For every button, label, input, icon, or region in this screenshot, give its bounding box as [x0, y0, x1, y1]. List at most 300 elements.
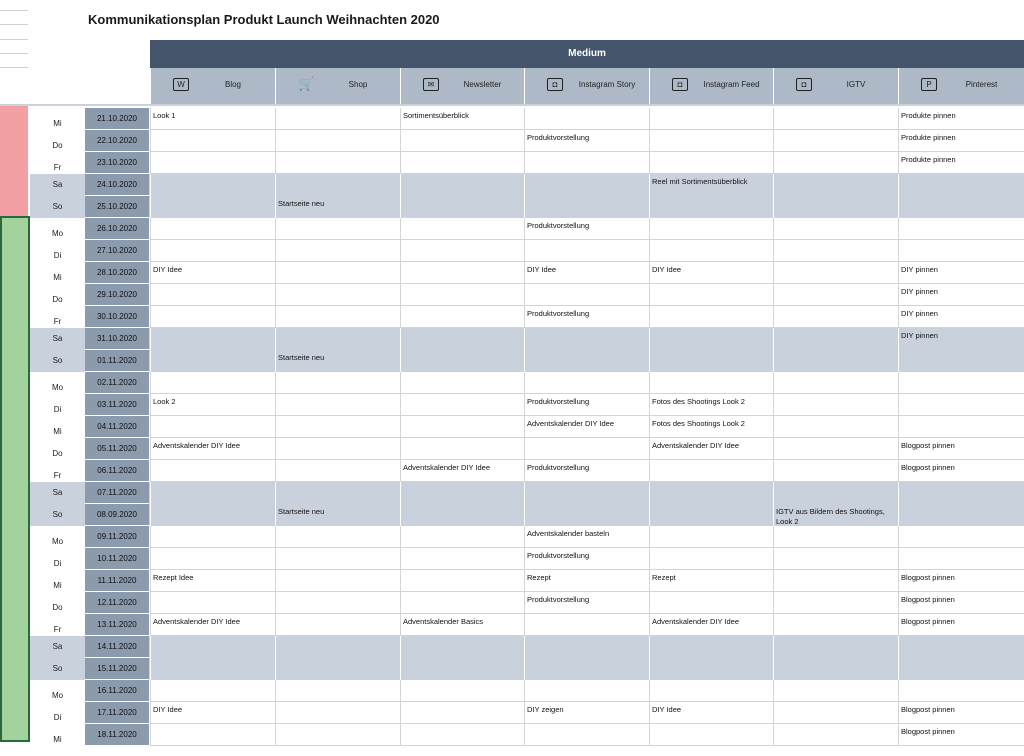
plan-cell[interactable]: [898, 350, 1024, 372]
plan-cell[interactable]: [275, 372, 400, 394]
table-row: [30, 262, 1024, 284]
plan-cell[interactable]: [898, 504, 1024, 526]
plan-cell[interactable]: [400, 284, 524, 306]
plan-cell[interactable]: Blogpost pinnen: [898, 702, 1024, 724]
plan-cell[interactable]: [400, 130, 524, 152]
channel-header-2[interactable]: [400, 68, 524, 104]
plan-cell[interactable]: [649, 240, 773, 262]
plan-cell[interactable]: Adventskalender DIY Idee: [150, 614, 275, 636]
plan-cell[interactable]: [773, 614, 898, 636]
plan-cell[interactable]: [400, 350, 524, 372]
weekday-cell: So: [52, 202, 63, 211]
weekday-cell: Fr: [53, 163, 62, 172]
plan-cell[interactable]: [524, 240, 649, 262]
plan-cell[interactable]: [150, 526, 275, 548]
row-gutter: [0, 0, 28, 68]
plan-cell[interactable]: [150, 372, 275, 394]
plan-cell[interactable]: [649, 152, 773, 174]
weekday-cell: Sa: [52, 642, 63, 651]
date-cell[interactable]: 28.10.2020: [85, 262, 149, 284]
plan-cell[interactable]: Produkte pinnen: [898, 108, 1024, 130]
plan-cell[interactable]: DIY pinnen: [898, 328, 1024, 350]
plan-cell[interactable]: [773, 372, 898, 394]
plan-cell[interactable]: [649, 306, 773, 328]
weekday-cell: Mo: [51, 229, 64, 238]
plan-cell[interactable]: [400, 196, 524, 218]
plan-cell[interactable]: [898, 196, 1024, 218]
plan-cell[interactable]: Startseite neu: [275, 350, 400, 372]
plan-cell[interactable]: [773, 174, 898, 196]
date-cell[interactable]: 31.10.2020: [85, 328, 149, 350]
plan-cell[interactable]: [150, 328, 275, 350]
plan-cell[interactable]: [400, 240, 524, 262]
plan-cell[interactable]: Fotos des Shootings Look 2: [649, 394, 773, 416]
channel-header-3[interactable]: [524, 68, 649, 104]
plan-cell[interactable]: [150, 240, 275, 262]
plan-cell[interactable]: [150, 284, 275, 306]
plan-cell[interactable]: [773, 130, 898, 152]
plan-cell[interactable]: [773, 482, 898, 504]
plan-cell[interactable]: [150, 350, 275, 372]
channel-label: IGTV: [846, 80, 866, 89]
plan-cell[interactable]: [524, 372, 649, 394]
plan-cell[interactable]: [400, 152, 524, 174]
plan-cell[interactable]: DIY Idee: [649, 702, 773, 724]
plan-cell[interactable]: DIY pinnen: [898, 306, 1024, 328]
plan-cell[interactable]: [773, 592, 898, 614]
plan-cell[interactable]: Adventskalender DIY Idee: [649, 438, 773, 460]
table-row: [30, 240, 1024, 262]
plan-cell[interactable]: [400, 438, 524, 460]
table-row: [30, 504, 1024, 526]
period-marker-green[interactable]: [0, 216, 30, 742]
plan-cell[interactable]: [400, 218, 524, 240]
plan-cell[interactable]: [524, 636, 649, 658]
plan-cell[interactable]: DIY Idee: [524, 262, 649, 284]
plan-cell[interactable]: Adventskalender Basics: [400, 614, 524, 636]
plan-cell[interactable]: [524, 174, 649, 196]
plan-cell[interactable]: [400, 680, 524, 702]
plan-cell[interactable]: [400, 416, 524, 438]
date-cell[interactable]: 24.10.2020: [85, 174, 149, 196]
plan-cell[interactable]: [898, 636, 1024, 658]
plan-cell[interactable]: [649, 482, 773, 504]
plan-cell[interactable]: [773, 724, 898, 746]
plan-cell[interactable]: [275, 152, 400, 174]
plan-cell[interactable]: [275, 174, 400, 196]
date-cell[interactable]: 14.11.2020: [85, 636, 149, 658]
weekday-cell: Di: [53, 713, 62, 722]
plan-cell[interactable]: [773, 306, 898, 328]
plan-cell[interactable]: [649, 504, 773, 526]
plan-cell[interactable]: [275, 306, 400, 328]
plan-cell[interactable]: [150, 196, 275, 218]
plan-cell[interactable]: [773, 702, 898, 724]
table-row: [30, 702, 1024, 724]
date-cell[interactable]: 17.11.2020: [85, 702, 149, 724]
plan-cell[interactable]: [898, 658, 1024, 680]
date-cell[interactable]: 03.11.2020: [85, 394, 149, 416]
plan-cell[interactable]: [773, 460, 898, 482]
plan-cell[interactable]: [524, 284, 649, 306]
plan-cell[interactable]: DIY zeigen: [524, 702, 649, 724]
date-cell[interactable]: 05.11.2020: [85, 438, 149, 460]
plan-cell[interactable]: Adventskalender basteln: [524, 526, 649, 548]
plan-cell[interactable]: [400, 724, 524, 746]
plan-cell[interactable]: [649, 658, 773, 680]
plan-cell[interactable]: [649, 350, 773, 372]
period-marker-red: [0, 106, 28, 216]
plan-cell[interactable]: [400, 548, 524, 570]
plan-cell[interactable]: Sortimentsüberblick: [400, 108, 524, 130]
plan-cell[interactable]: Rezept: [524, 570, 649, 592]
instagram-icon: ◘: [672, 78, 688, 91]
plan-cell[interactable]: [649, 526, 773, 548]
table-row: [30, 328, 1024, 350]
table-row: [30, 614, 1024, 636]
plan-cell[interactable]: [275, 548, 400, 570]
plan-cell[interactable]: DIY Idee: [649, 262, 773, 284]
plan-cell[interactable]: [524, 614, 649, 636]
plan-cell[interactable]: [649, 460, 773, 482]
plan-cell[interactable]: Produktvorstellung: [524, 548, 649, 570]
plan-cell[interactable]: [649, 372, 773, 394]
weekday-cell: Mi: [53, 427, 62, 436]
plan-cell[interactable]: [400, 702, 524, 724]
date-cell[interactable]: 06.11.2020: [85, 460, 149, 482]
plan-cell[interactable]: [150, 306, 275, 328]
plan-cell[interactable]: [150, 416, 275, 438]
plan-cell[interactable]: [150, 218, 275, 240]
plan-cell[interactable]: [773, 394, 898, 416]
plan-cell[interactable]: [649, 724, 773, 746]
plan-cell[interactable]: Rezept: [649, 570, 773, 592]
weekday-cell: Mo: [51, 383, 64, 392]
weekday-cell: Mi: [53, 735, 62, 744]
plan-cell[interactable]: [400, 504, 524, 526]
plan-cell[interactable]: Rezept Idee: [150, 570, 275, 592]
table-row: [30, 438, 1024, 460]
table-row: [30, 460, 1024, 482]
date-cell[interactable]: 12.11.2020: [85, 592, 149, 614]
plan-cell[interactable]: [275, 284, 400, 306]
date-cell[interactable]: 07.11.2020: [85, 482, 149, 504]
date-cell[interactable]: 21.10.2020: [85, 108, 149, 130]
plan-cell[interactable]: [275, 592, 400, 614]
table-row: [30, 526, 1024, 548]
plan-cell[interactable]: [773, 526, 898, 548]
plan-cell[interactable]: [649, 680, 773, 702]
plan-cell[interactable]: [275, 482, 400, 504]
table-row: [30, 636, 1024, 658]
weekday-cell: Fr: [53, 625, 62, 634]
plan-cell[interactable]: [898, 218, 1024, 240]
plan-cell[interactable]: Startseite neu: [275, 504, 400, 526]
plan-cell[interactable]: [649, 196, 773, 218]
date-cell[interactable]: 02.11.2020: [85, 372, 149, 394]
channel-header-0[interactable]: [150, 68, 275, 104]
channel-header-1[interactable]: [275, 68, 400, 104]
plan-cell[interactable]: [150, 152, 275, 174]
plan-cell[interactable]: [275, 702, 400, 724]
cart-icon: 🛒: [298, 76, 315, 91]
plan-cell[interactable]: Adventskalender DIY Idee: [400, 460, 524, 482]
plan-cell[interactable]: [898, 548, 1024, 570]
plan-cell[interactable]: [524, 504, 649, 526]
weekday-cell: Sa: [52, 334, 63, 343]
plan-cell[interactable]: [773, 680, 898, 702]
plan-cell[interactable]: [524, 350, 649, 372]
plan-cell[interactable]: [150, 482, 275, 504]
plan-cell[interactable]: [400, 372, 524, 394]
table-row: [30, 724, 1024, 746]
table-row: [30, 108, 1024, 130]
igtv-icon: ◘: [796, 78, 812, 91]
plan-cell[interactable]: [773, 328, 898, 350]
plan-cell[interactable]: [275, 394, 400, 416]
weekday-cell: Mi: [53, 581, 62, 590]
plan-cell[interactable]: [275, 262, 400, 284]
channel-label: Instagram Story: [578, 80, 636, 89]
plan-cell[interactable]: [898, 174, 1024, 196]
date-cell[interactable]: 30.10.2020: [85, 306, 149, 328]
plan-cell[interactable]: [400, 328, 524, 350]
table-row: [30, 152, 1024, 174]
plan-cell[interactable]: [898, 372, 1024, 394]
weekday-cell: Fr: [53, 471, 62, 480]
plan-cell[interactable]: [150, 658, 275, 680]
table-row: [30, 130, 1024, 152]
plan-cell[interactable]: [275, 526, 400, 548]
plan-cell[interactable]: [524, 108, 649, 130]
weekday-cell: Do: [52, 603, 63, 612]
date-cell[interactable]: 11.11.2020: [85, 570, 149, 592]
channel-label: Shop: [348, 80, 368, 89]
table-row: [30, 306, 1024, 328]
channel-label: Instagram Feed: [703, 80, 760, 89]
plan-cell[interactable]: [649, 284, 773, 306]
table-row: [30, 482, 1024, 504]
plan-cell[interactable]: [150, 680, 275, 702]
plan-cell[interactable]: [400, 262, 524, 284]
plan-cell[interactable]: [275, 680, 400, 702]
date-cell[interactable]: 23.10.2020: [85, 152, 149, 174]
plan-cell[interactable]: [400, 526, 524, 548]
plan-cell[interactable]: [524, 196, 649, 218]
plan-cell[interactable]: [649, 592, 773, 614]
plan-cell[interactable]: DIY pinnen: [898, 262, 1024, 284]
weekday-cell: Di: [53, 559, 62, 568]
plan-cell[interactable]: [773, 570, 898, 592]
weekday-cell: Mo: [51, 537, 64, 546]
plan-cell[interactable]: [773, 658, 898, 680]
plan-cell[interactable]: [275, 108, 400, 130]
plan-cell[interactable]: [524, 658, 649, 680]
weekday-cell: Mi: [53, 119, 62, 128]
weekday-cell: So: [52, 510, 63, 519]
plan-cell[interactable]: Produkte pinnen: [898, 152, 1024, 174]
plan-cell[interactable]: [275, 416, 400, 438]
plan-cell[interactable]: Reel mit Sortimentsüberblick: [649, 174, 773, 196]
date-cell[interactable]: 13.11.2020: [85, 614, 149, 636]
plan-cell[interactable]: Produktvorstellung: [524, 218, 649, 240]
date-cell[interactable]: 29.10.2020: [85, 284, 149, 306]
plan-cell[interactable]: [773, 284, 898, 306]
plan-cell[interactable]: [773, 350, 898, 372]
plan-cell[interactable]: [400, 570, 524, 592]
plan-cell[interactable]: [275, 570, 400, 592]
plan-cell[interactable]: [524, 328, 649, 350]
instagram-icon: ◘: [547, 78, 563, 91]
plan-cell[interactable]: Blogpost pinnen: [898, 614, 1024, 636]
date-cell[interactable]: 09.11.2020: [85, 526, 149, 548]
plan-cell[interactable]: Produktvorstellung: [524, 394, 649, 416]
plan-cell[interactable]: [150, 636, 275, 658]
plan-cell[interactable]: [898, 416, 1024, 438]
date-cell[interactable]: 01.11.2020: [85, 350, 149, 372]
date-cell[interactable]: 15.11.2020: [85, 658, 149, 680]
date-cell[interactable]: 25.10.2020: [85, 196, 149, 218]
channel-header-6[interactable]: [898, 68, 1024, 104]
date-cell[interactable]: 27.10.2020: [85, 240, 149, 262]
plan-cell[interactable]: [400, 394, 524, 416]
channel-header-4[interactable]: [649, 68, 773, 104]
table-row: [30, 394, 1024, 416]
plan-cell[interactable]: [275, 130, 400, 152]
plan-cell[interactable]: Adventskalender DIY Idee: [649, 614, 773, 636]
plan-cell[interactable]: [150, 460, 275, 482]
plan-cell[interactable]: [275, 218, 400, 240]
plan-cell[interactable]: [898, 680, 1024, 702]
table-row: [30, 570, 1024, 592]
plan-cell[interactable]: [400, 482, 524, 504]
plan-cell[interactable]: Blogpost pinnen: [898, 592, 1024, 614]
channel-header-5[interactable]: [773, 68, 898, 104]
plan-cell[interactable]: [400, 658, 524, 680]
page-title: Kommunikationsplan Produkt Launch Weihnachten 2020: [88, 12, 440, 27]
plan-cell[interactable]: DIY pinnen: [898, 284, 1024, 306]
date-cell[interactable]: 18.11.2020: [85, 724, 149, 746]
plan-cell[interactable]: [773, 548, 898, 570]
plan-cell[interactable]: [275, 438, 400, 460]
plan-cell[interactable]: [275, 614, 400, 636]
table-row: [30, 284, 1024, 306]
plan-cell[interactable]: Produktvorstellung: [524, 130, 649, 152]
plan-cell[interactable]: [150, 174, 275, 196]
plan-cell[interactable]: Adventskalender DIY Idee: [150, 438, 275, 460]
plan-cell[interactable]: [150, 548, 275, 570]
plan-cell[interactable]: [400, 306, 524, 328]
plan-cell[interactable]: [524, 680, 649, 702]
plan-cell[interactable]: [773, 152, 898, 174]
plan-cell[interactable]: [898, 240, 1024, 262]
plan-cell[interactable]: Blogpost pinnen: [898, 460, 1024, 482]
plan-cell[interactable]: DIY Idee: [150, 702, 275, 724]
plan-cell[interactable]: [649, 218, 773, 240]
plan-cell[interactable]: [773, 196, 898, 218]
plan-cell[interactable]: [275, 460, 400, 482]
plan-cell[interactable]: Startseite neu: [275, 196, 400, 218]
plan-cell[interactable]: [773, 240, 898, 262]
plan-cell[interactable]: [649, 130, 773, 152]
plan-cell[interactable]: [275, 724, 400, 746]
weekday-cell: So: [52, 664, 63, 673]
plan-cell[interactable]: [400, 592, 524, 614]
plan-cell[interactable]: [150, 724, 275, 746]
plan-cell[interactable]: [898, 482, 1024, 504]
plan-cell[interactable]: Look 1: [150, 108, 275, 130]
plan-cell[interactable]: [649, 548, 773, 570]
date-cell[interactable]: 08.09.2020: [85, 504, 149, 526]
plan-cell[interactable]: DIY Idee: [150, 262, 275, 284]
plan-cell[interactable]: [898, 526, 1024, 548]
plan-cell[interactable]: [150, 504, 275, 526]
plan-cell[interactable]: [524, 152, 649, 174]
table-row: [30, 680, 1024, 702]
plan-cell[interactable]: Adventskalender DIY Idee: [524, 416, 649, 438]
plan-cell[interactable]: [275, 658, 400, 680]
plan-cell[interactable]: [275, 240, 400, 262]
plan-cell[interactable]: [773, 108, 898, 130]
date-cell[interactable]: 26.10.2020: [85, 218, 149, 240]
wordpress-icon: W: [173, 78, 189, 91]
plan-cell[interactable]: [649, 108, 773, 130]
weekday-cell: Sa: [52, 488, 63, 497]
plan-cell[interactable]: IGTV aus Bildern des Shootings, Look 2: [773, 504, 898, 526]
date-cell[interactable]: 04.11.2020: [85, 416, 149, 438]
plan-cell[interactable]: [275, 636, 400, 658]
channel-label: Pinterest: [965, 80, 998, 89]
date-cell[interactable]: 16.11.2020: [85, 680, 149, 702]
plan-cell[interactable]: [649, 636, 773, 658]
plan-cell[interactable]: [773, 636, 898, 658]
plan-cell[interactable]: [773, 218, 898, 240]
plan-cell[interactable]: [773, 416, 898, 438]
plan-cell[interactable]: Look 2: [150, 394, 275, 416]
plan-cell[interactable]: Produktvorstellung: [524, 592, 649, 614]
plan-cell[interactable]: [150, 592, 275, 614]
plan-cell[interactable]: [275, 328, 400, 350]
date-cell[interactable]: 10.11.2020: [85, 548, 149, 570]
table-row: [30, 350, 1024, 372]
table-row: [30, 174, 1024, 196]
plan-cell[interactable]: Fotos des Shootings Look 2: [649, 416, 773, 438]
plan-cell[interactable]: Produktvorstellung: [524, 460, 649, 482]
plan-cell[interactable]: [649, 328, 773, 350]
plan-cell[interactable]: [150, 130, 275, 152]
plan-cell[interactable]: [400, 636, 524, 658]
plan-cell[interactable]: Blogpost pinnen: [898, 570, 1024, 592]
plan-cell[interactable]: Blogpost pinnen: [898, 438, 1024, 460]
date-cell[interactable]: 22.10.2020: [85, 130, 149, 152]
plan-cell[interactable]: Produkte pinnen: [898, 130, 1024, 152]
plan-cell[interactable]: [524, 482, 649, 504]
plan-cell[interactable]: [898, 394, 1024, 416]
plan-cell[interactable]: Produktvorstellung: [524, 306, 649, 328]
plan-cell[interactable]: [524, 438, 649, 460]
weekday-cell: Do: [52, 295, 63, 304]
weekday-cell: Mi: [53, 273, 62, 282]
medium-header: Medium: [150, 40, 1024, 68]
weekday-cell: Sa: [52, 180, 63, 189]
table-row: [30, 372, 1024, 394]
table-row: [30, 196, 1024, 218]
plan-cell[interactable]: Blogpost pinnen: [898, 724, 1024, 746]
plan-cell[interactable]: [773, 438, 898, 460]
plan-cell[interactable]: [773, 262, 898, 284]
plan-cell[interactable]: [400, 174, 524, 196]
plan-cell[interactable]: [524, 724, 649, 746]
